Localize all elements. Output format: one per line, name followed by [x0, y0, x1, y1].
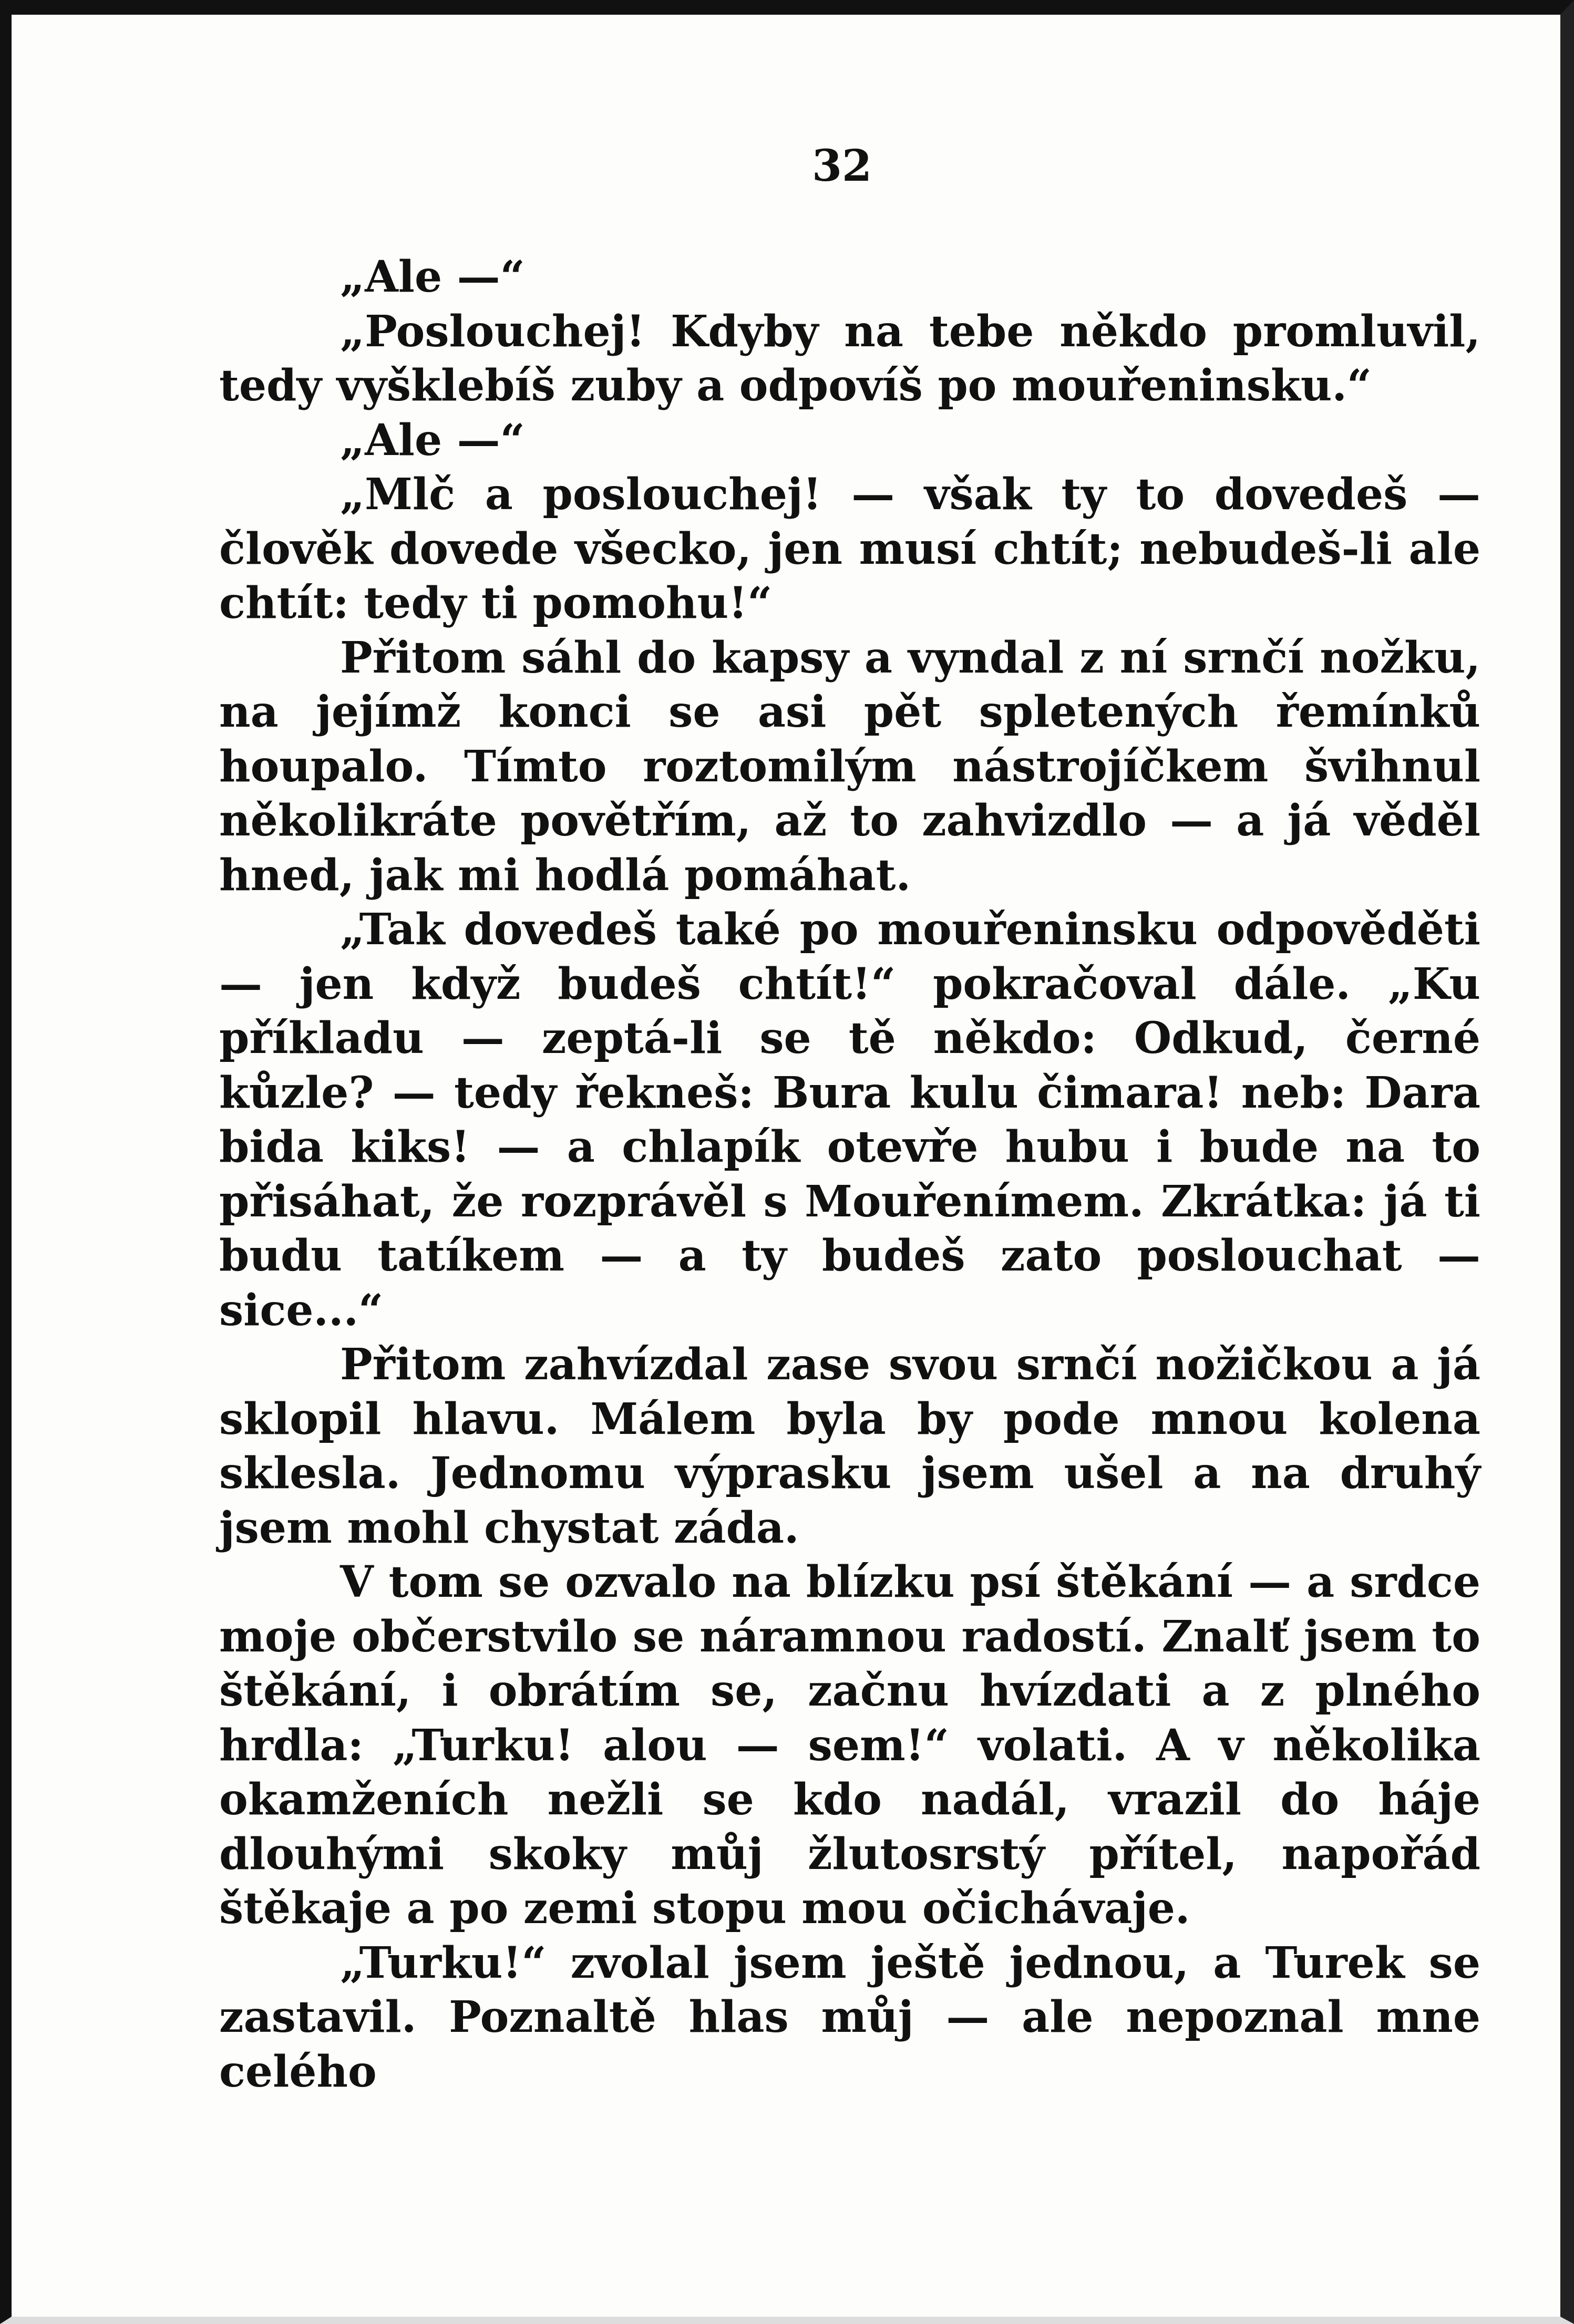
page-number: 32 [811, 141, 872, 191]
paragraph: Přitom zahvízdal zase svou srnčí nožičkou a já sklopil hlavu. Málem byla by pode mnou kolena sklesla. Jednomu výprasku jsem ušel a na druhý jsem mohl chystat záda. [219, 1339, 1480, 1553]
paragraph: „Tak dovedeš také po mouřeninsku odpověděti — jen když budeš chtít!“ pokračoval dále. „Ku příkladu — zeptá-li se tě někdo: Odkud, černé kůzle? — tedy řekneš: Bura kulu čimara! neb: Dara bida kiks! — a chlapík otevře hubu i bude na to přisáhat, že rozprávěl s Mouřenímem. Zkrátka: já ti budu tatíkem — a ty budeš zato poslouchat — sice...“ [219, 904, 1480, 1336]
paragraph: „Mlč a poslouchej! — však ty to dovedeš — člověk dovede všecko, jen musí chtít; nebudeš-li ale chtít: tedy ti pomohu!“ [219, 469, 1480, 628]
paragraph: Přitom sáhl do kapsy a vyndal z ní srnčí nožku, na jejímž konci se asi pět spletených řemínků houpalo. Tímto roztomilým nástrojíčkem švihnul několikráte povětřím, až to zahvizdlo — a já věděl hned, jak mi hodlá pomáhat. [219, 632, 1480, 901]
paragraph: „Poslouchej! Kdyby na tebe někdo promluvil, tedy vyšklebíš zuby a odpovíš po mouřeninsku.“ [219, 306, 1480, 411]
paragraph: V tom se ozvalo na blízku psí štěkání — a srdce moje občerstvilo se náramnou radostí. Znalť jsem to štěkání, i obrátím se, začnu hvízdati a z plného hrdla: „Turku! alou — sem!“ volati. A v několika okamženích nežli se kdo nadál, vrazil do háje dlouhými skoky můj žlutosrstý přítel, napořád štěkaje a po zemi stopu mou očichávaje. [219, 1557, 1480, 1934]
paragraph: „Ale —“ [340, 415, 525, 466]
body-text [219, 250, 1480, 2099]
paragraph: „Turku!“ zvolal jsem ještě jednou, a Turek se zastavil. Poznaltě hlas můj — ale nepoznal mne celého [219, 1937, 1480, 2097]
paragraph: „Ale —“ [340, 252, 525, 302]
